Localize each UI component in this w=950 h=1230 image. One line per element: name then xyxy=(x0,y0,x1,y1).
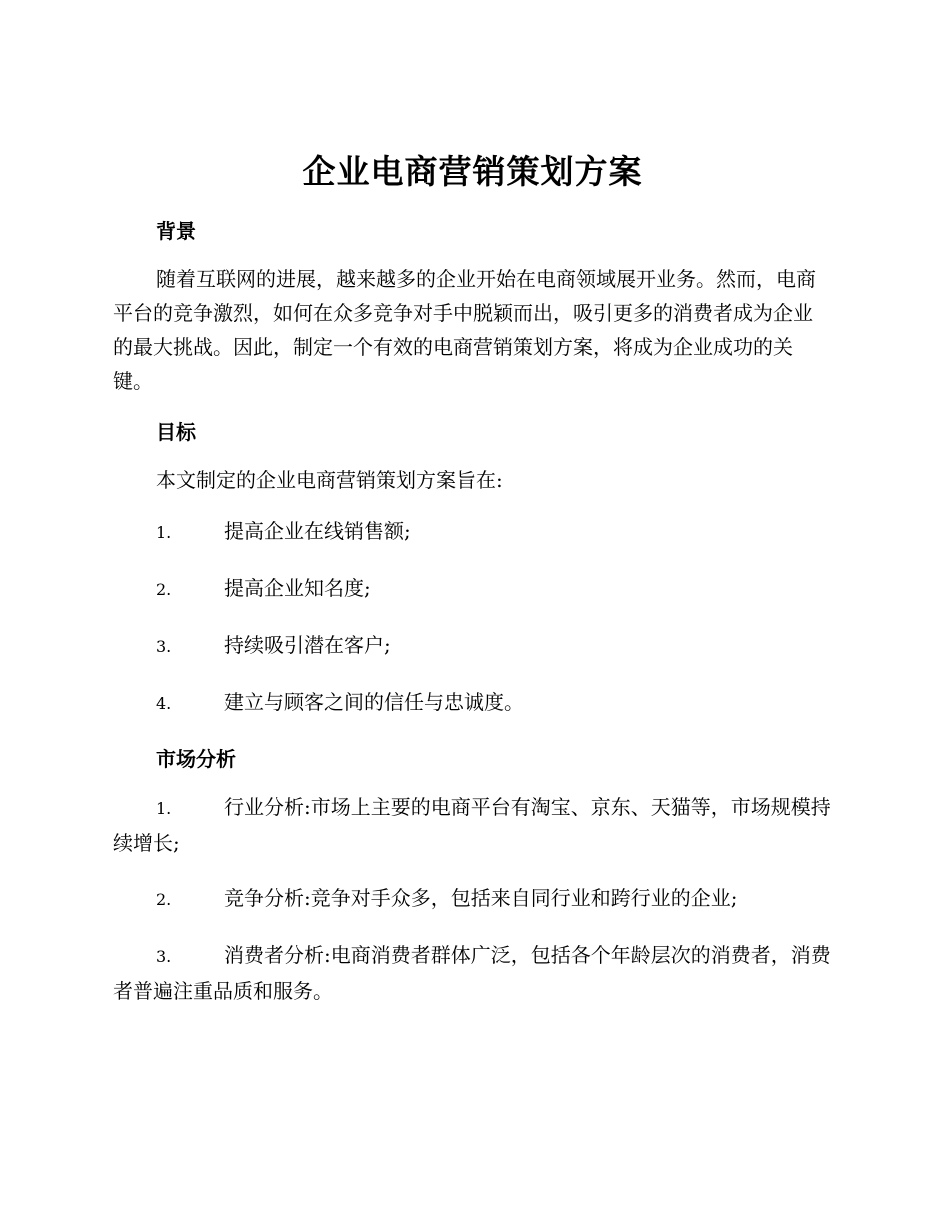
section-goals xyxy=(113,415,832,721)
section-market-analysis xyxy=(113,742,832,1008)
list-item-text: 消费者分析:电商消费者群体广泛，包括各个年龄层次的消费者，消费者普遍注重品质和服务。 xyxy=(113,943,831,1003)
list-item xyxy=(113,685,832,721)
list-item-number: 1. xyxy=(156,523,172,542)
section-heading-goals: 目标 xyxy=(156,420,196,444)
list-item-text: 行业分析:市场上主要的电商平台有淘宝、京东、天猫等，市场规模持续增长; xyxy=(113,795,831,855)
list-item xyxy=(113,628,832,664)
list-item-text: 竞争分析:竞争对手众多，包括来自同行业和跨行业的企业; xyxy=(224,886,738,910)
section-heading-market-analysis: 市场分析 xyxy=(156,747,236,771)
section-background xyxy=(113,214,832,398)
background-paragraph: 随着互联网的进展，越来越多的企业开始在电商领域展开业务。然而，电商平台的竞争激烈，如何在众多竞争对手中脱颖而出，吸引更多的消费者成为企业的最大挑战。因此，制定一个有效的电商营销策划方案，将成为企业成功的关键。 xyxy=(113,267,816,393)
goals-intro: 本文制定的企业电商营销策划方案旨在: xyxy=(156,468,503,492)
list-item xyxy=(113,514,832,550)
list-item-number: 2. xyxy=(156,580,172,599)
list-item xyxy=(113,790,832,860)
market-analysis-list xyxy=(113,790,832,1008)
goals-list xyxy=(113,514,832,721)
list-item-number: 3. xyxy=(156,637,172,656)
list-item xyxy=(113,938,832,1008)
list-item-number: 4. xyxy=(156,694,172,713)
list-item-number: 1. xyxy=(156,799,172,818)
list-item xyxy=(113,571,832,607)
list-item-text: 提高企业在线销售额; xyxy=(224,519,411,543)
list-item-text: 建立与顾客之间的信任与忠诚度。 xyxy=(224,690,524,714)
list-item-number: 2. xyxy=(156,890,172,909)
list-item-text: 持续吸引潜在客户; xyxy=(224,633,391,657)
list-item-number: 3. xyxy=(156,947,172,966)
list-item xyxy=(113,881,832,917)
section-heading-background: 背景 xyxy=(156,219,196,243)
list-item-text: 提高企业知名度; xyxy=(224,576,371,600)
document-title: 企业电商营销策划方案 xyxy=(302,152,643,191)
